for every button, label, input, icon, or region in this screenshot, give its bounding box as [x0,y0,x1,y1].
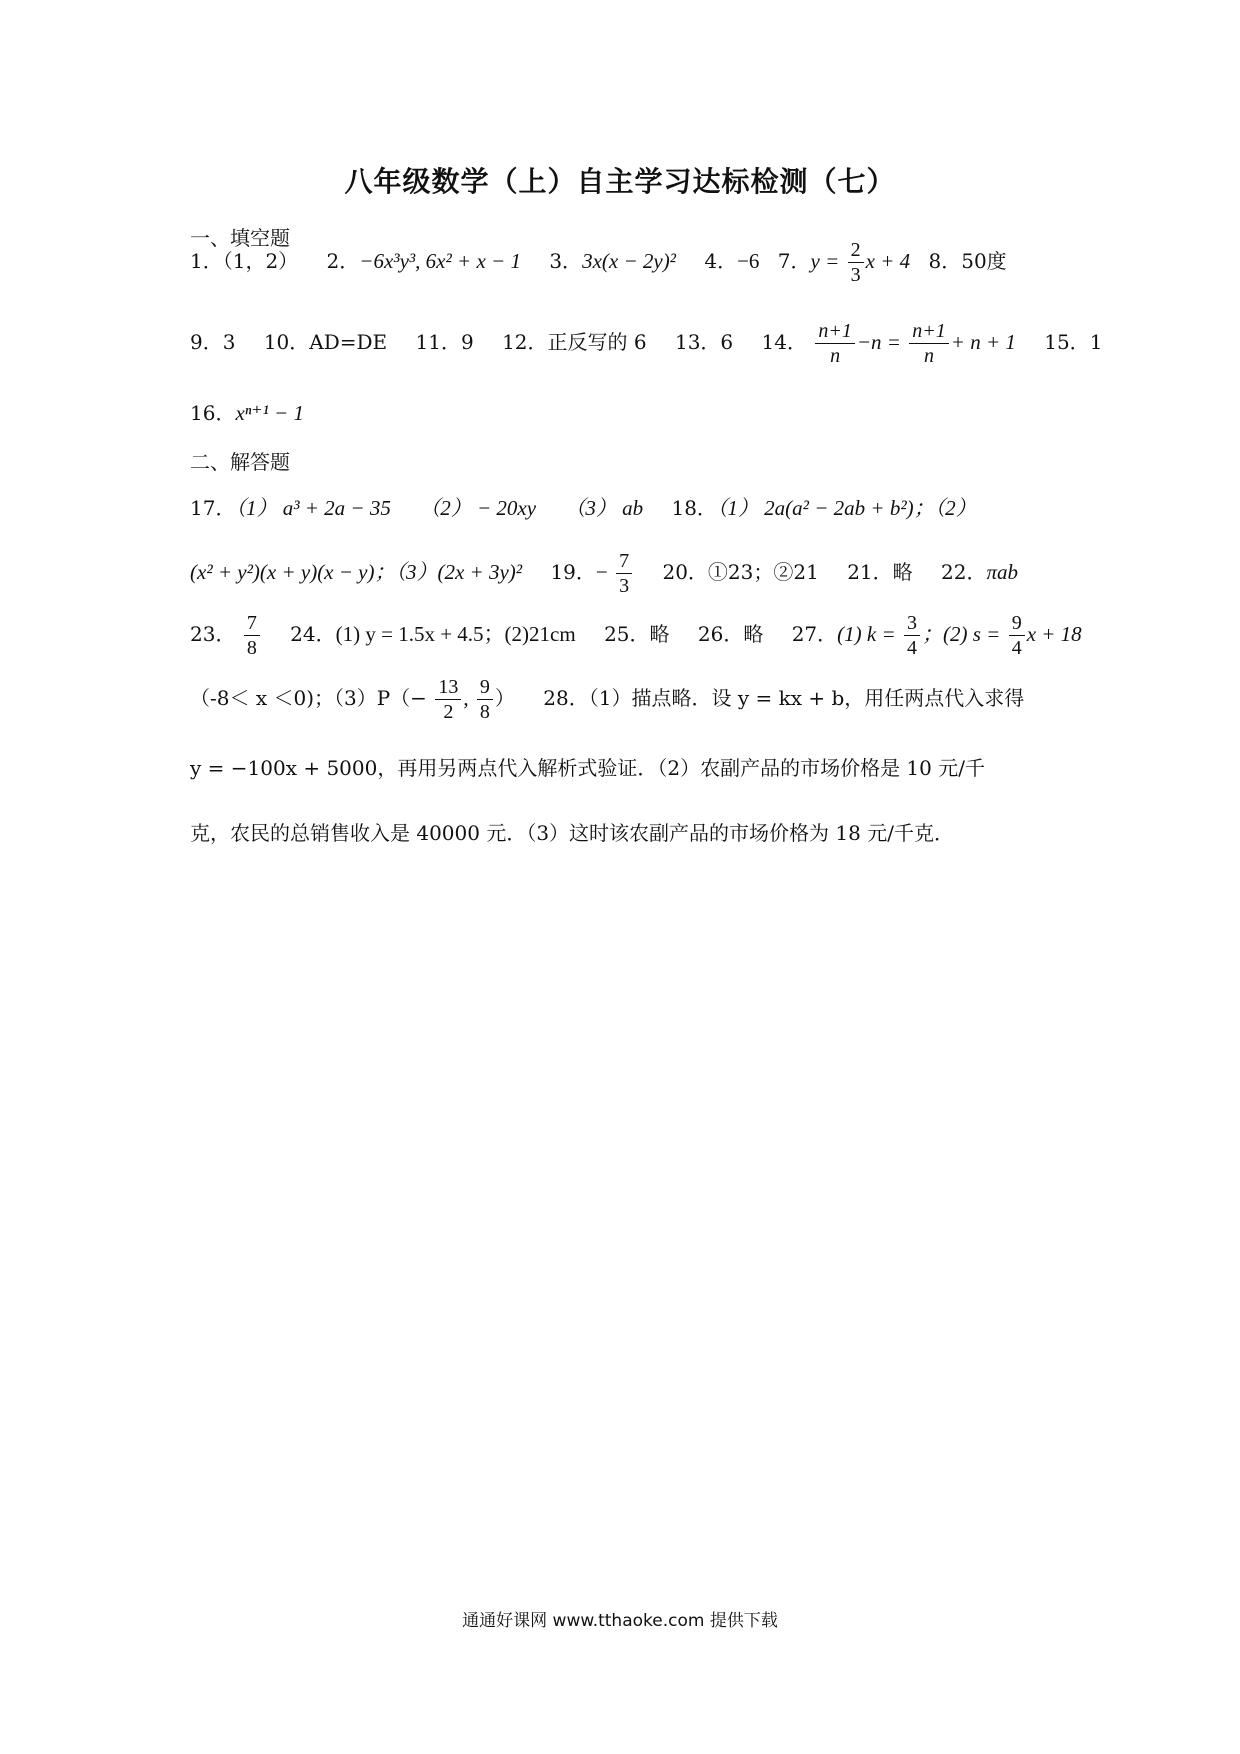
q18-part1: （1） 2a(a² − 2ab + b²)；（2） [716,496,977,520]
q12-number: 12． [502,330,548,354]
q13-number: 13． [674,330,721,354]
answer-line-3 [190,400,1060,426]
q25-answer: 略 [649,622,670,646]
footer-source: 通通好课网 www.tthaoke.com 提供下载 [462,1611,778,1631]
q9-answer: 3 [222,330,236,354]
q7-rhs: x + 4 [865,249,911,273]
section-solutions: 二、解答题 [190,450,290,474]
q27-part3: x + 18 [1026,622,1082,646]
q23-fraction [244,611,260,660]
q24-answer: (1) y = 1.5x + 4.5；(2)21cm [335,622,576,646]
q16-answer: xⁿ⁺¹ − 1 [235,401,304,425]
q4-answer: −6 [737,249,760,273]
q27-part5: ） [494,686,515,710]
q12-answer: 正反写的 6 [547,330,647,354]
q1-number: 1． [190,249,223,273]
q23-number: 23． [190,622,236,646]
q26-number: 26． [697,622,744,646]
q1-answer: （1，2） [222,249,299,273]
q21-number: 21． [847,560,893,584]
q27-part4: （-8＜ x ＜0)；（3）P（− [190,686,427,710]
q20-answer: ①23；②21 [707,560,819,584]
q27-part1: (1) k = [837,622,896,646]
q27-px-denominator: 2 [443,701,454,723]
q27-fraction-py [477,675,493,724]
q3-number: 3． [549,249,583,273]
q17-part3: （3） ab [564,496,644,520]
q16-number: 16． [190,401,236,425]
q14-right-numerator: n+1 [909,319,949,344]
q15-number: 15． [1044,330,1090,354]
answer-line-1 [190,238,1060,286]
q17-number: 17． [190,496,236,520]
q25-number: 25． [604,622,650,646]
q13-answer: 6 [720,330,734,354]
q28-part1: （1）描点略．设 y = kx + b，用任两点代入求得 [588,686,1025,710]
q27-fraction-px [435,675,461,724]
q20-number: 20． [662,560,708,584]
q23-numerator: 7 [244,611,260,636]
q27-part2: ；(2) s = [921,622,1001,646]
q24-number: 24． [290,622,336,646]
q14-right-denominator: n [924,345,935,367]
q22-answer: πab [986,560,1018,584]
q4-number: 4． [704,249,738,273]
q3-answer: 3x(x − 2y)² [582,249,676,273]
q27-number: 27． [791,622,838,646]
page-title: 八年级数学（上）自主学习达标检测（七） [344,165,896,198]
q7-fraction-numerator: 2 [848,238,864,263]
q27-s-denominator: 4 [1011,637,1022,659]
q27-fraction-k [904,611,920,660]
q7-fraction-denominator: 3 [850,264,861,286]
q27-px-numerator: 13 [435,675,461,700]
answer-line-2 [190,318,1103,367]
q9-number: 9． [190,330,223,354]
q14-fraction-right [909,319,949,368]
q14-rhs: + n + 1 [950,330,1016,354]
q7-number: 7． [777,249,811,273]
q11-number: 11． [415,330,461,354]
q14-left-denominator: n [830,345,841,367]
q7-lhs: y = [810,249,840,273]
q10-number: 10． [263,330,310,354]
q19-denominator: 3 [619,575,630,597]
q14-number: 14． [761,330,807,354]
q23-denominator: 8 [246,637,257,659]
q2-answer: −6x³y³, 6x² + x − 1 [359,249,521,273]
q27-comma: , [463,686,469,710]
q19-sign: − [595,560,608,584]
section-fill-in-blank: 一、填空题 [190,226,290,250]
q27-k-numerator: 3 [904,611,920,636]
q14-fraction-left [815,319,855,368]
q2-number: 2． [326,249,360,273]
answer-line-5 [190,548,1060,596]
q28-number: 28． [543,686,589,710]
q18-part2: (x² + y²)(x + y)(x − y)；（3）(2x + 3y)² [190,560,523,584]
q19-fraction [616,549,632,598]
q27-s-numerator: 9 [1009,611,1025,636]
q28-part3: 克，农民的总销售收入是 40000 元．（3）这时该农副产品的市场价格为 18 元/千克． [190,821,954,845]
q8-number: 8． [928,249,962,273]
answer-line-6 [190,610,1082,659]
q22-number: 22． [941,560,987,584]
q14-left-numerator: n+1 [815,319,855,344]
q27-fraction-s [1009,611,1025,660]
q19-number: 19． [550,560,596,584]
q17-part2: （2） − 20xy [419,496,537,520]
q18-number: 18． [671,496,717,520]
q27-py-denominator: 8 [479,701,490,723]
answer-line-4 [190,495,1060,521]
q26-answer: 略 [743,622,764,646]
answer-line-7 [190,674,1060,722]
q21-answer: 略 [892,560,913,584]
answer-line-8 [190,755,1060,781]
q27-py-numerator: 9 [477,675,493,700]
q19-numerator: 7 [616,549,632,574]
q15-answer: 1 [1089,330,1103,354]
q17-part1: （1） a³ + 2a − 35 [235,496,391,520]
answer-line-9 [190,820,1060,846]
q8-answer: 50度 [961,249,1007,273]
q27-k-denominator: 4 [906,637,917,659]
q10-answer: AD=DE [309,330,388,354]
q28-part2: y = −100x + 5000，再用另两点代入解析式验证．（2）农副产品的市场价格是 10 元/千 [190,756,985,780]
q7-fraction [848,238,864,287]
q11-answer: 9 [460,330,474,354]
q14-middle: −n = [856,330,901,354]
